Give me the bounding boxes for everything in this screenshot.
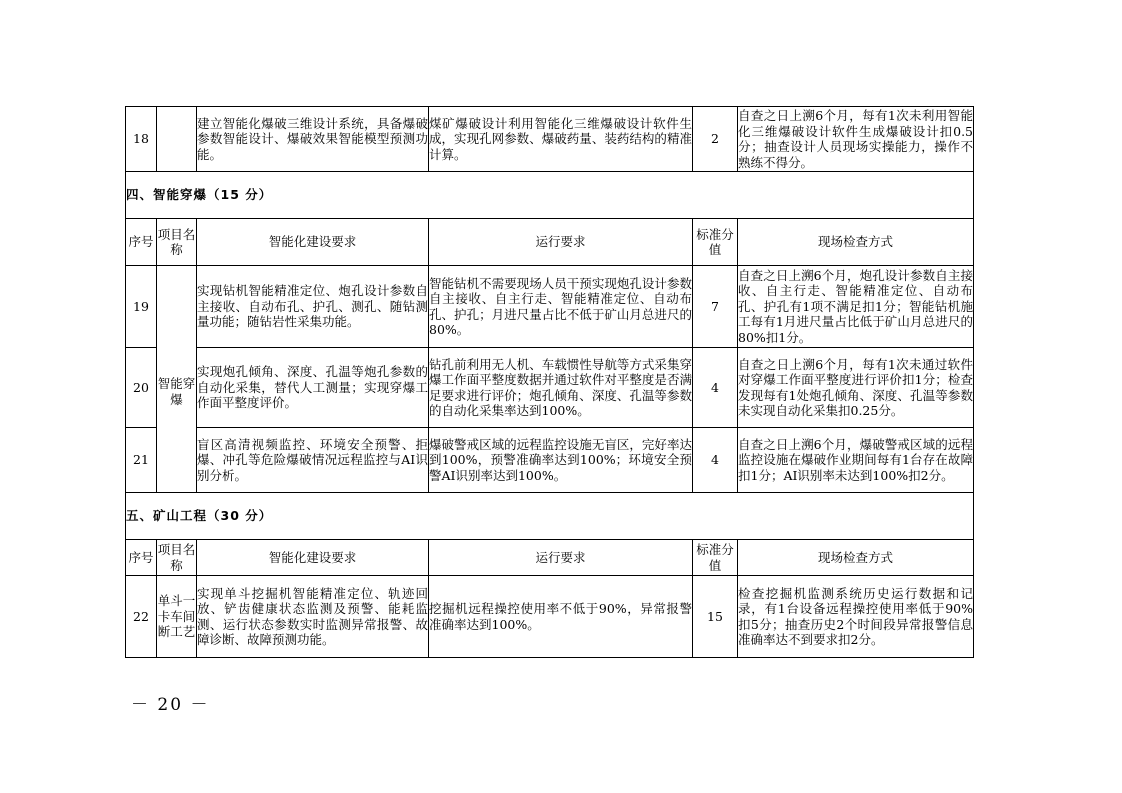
row-number: 22	[126, 576, 157, 658]
header-item: 项目名称	[157, 540, 197, 576]
requirement-cell: 实现钻机智能精准定位、炮孔设计参数自主接收、自动布孔、护孔、测孔、随钻测量功能；随钻岩性采集功能。	[197, 266, 429, 348]
item-name: 单斗一卡车间断工艺	[157, 576, 197, 658]
operation-cell: 智能钻机不需要现场人员干预实现炮孔设计参数自主接收、自主行走、智能精准定位、自动布孔、护孔；月进尺量占比不低于矿山月总进尺的80%。	[429, 266, 693, 348]
header-requirement: 智能化建设要求	[197, 219, 429, 266]
header-row	[126, 219, 974, 266]
requirement-cell: 建立智能化爆破三维设计系统，具备爆破参数智能设计、爆破效果智能模型预测功能。	[197, 107, 429, 172]
section-title-row	[126, 493, 974, 540]
requirement-cell: 实现炮孔倾角、深度、孔温等炮孔参数的自动化采集，替代人工测量；实现穿爆工作面平整度评价。	[197, 348, 429, 428]
score-cell: 4	[693, 348, 738, 428]
table-row	[126, 428, 974, 493]
score-cell: 4	[693, 428, 738, 493]
table-row	[126, 576, 974, 658]
inspection-cell: 自查之日上溯6个月，爆破警戒区域的远程监控设施在爆破作业期间每有1台存在故障扣1分；AI识别率未达到100%扣2分。	[738, 428, 974, 493]
item-name: 智能穿爆	[157, 266, 197, 493]
page-number: － 20 －	[131, 695, 210, 715]
table-row	[126, 266, 974, 348]
header-requirement: 智能化建设要求	[197, 540, 429, 576]
header-score: 标准分值	[693, 219, 738, 266]
score-cell: 2	[693, 107, 738, 172]
row-number: 18	[126, 107, 157, 172]
section-title-row	[126, 172, 974, 219]
header-inspection: 现场检查方式	[738, 219, 974, 266]
operation-cell: 爆破警戒区域的远程监控设施无盲区，完好率达到100%，预警准确率达到100%；环境安全预警AI识别率达到100%。	[429, 428, 693, 493]
header-operation: 运行要求	[429, 219, 693, 266]
section-title: 五、矿山工程（30 分）	[126, 493, 974, 540]
header-inspection: 现场检查方式	[738, 540, 974, 576]
item-name	[157, 107, 197, 172]
operation-cell: 钻孔前利用无人机、车载惯性导航等方式采集穿爆工作面平整度数据并通过软件对平整度是否满足要求进行评价；炮孔倾角、深度、孔温等参数的自动化采集率达到100%。	[429, 348, 693, 428]
row-number: 21	[126, 428, 157, 493]
inspection-cell: 检查挖掘机监测系统历史运行数据和记录，有1台设备远程操控使用率低于90%扣5分；抽查历史2个时间段异常报警信息准确率达不到要求扣2分。	[738, 576, 974, 658]
score-cell: 7	[693, 266, 738, 348]
row-number: 20	[126, 348, 157, 428]
header-operation: 运行要求	[429, 540, 693, 576]
header-no: 序号	[126, 219, 157, 266]
header-score: 标准分值	[693, 540, 738, 576]
operation-cell: 挖掘机远程操控使用率不低于90%，异常报警准确率达到100%。	[429, 576, 693, 658]
requirement-cell: 实现单斗挖掘机智能精准定位、轨迹回放、铲齿健康状态监测及预警、能耗监测、运行状态参数实时监测异常报警、故障诊断、故障预测功能。	[197, 576, 429, 658]
inspection-cell: 自查之日上溯6个月，炮孔设计参数自主接收、自主行走、智能精准定位、自动布孔、护孔有1项不满足扣1分；智能钻机施工每有1月进尺量占比低于矿山月总进尺的80%扣1分。	[738, 266, 974, 348]
requirement-cell: 盲区高清视频监控、环境安全预警、拒爆、冲孔等危险爆破情况远程监控与AI识别分析。	[197, 428, 429, 493]
operation-cell: 煤矿爆破设计利用智能化三维爆破设计软件生成，实现孔网参数、爆破药量、装药结构的精准计算。	[429, 107, 693, 172]
header-row	[126, 540, 974, 576]
section-title: 四、智能穿爆（15 分）	[126, 172, 974, 219]
assessment-table	[125, 106, 974, 658]
inspection-cell: 自查之日上溯6个月，每有1次未利用智能化三维爆破设计软件生成爆破设计扣0.5分；抽查设计人员现场实操能力，操作不熟练不得分。	[738, 108, 973, 170]
header-item: 项目名称	[157, 219, 197, 266]
header-no: 序号	[126, 540, 157, 576]
inspection-cell: 自查之日上溯6个月，每有1次未通过软件对穿爆工作面平整度进行评价扣1分；检查发现每有1处炮孔倾角、深度、孔温等参数未实现自动化采集扣0.25分。	[738, 348, 974, 428]
table-row	[126, 348, 974, 428]
score-cell: 15	[693, 576, 738, 658]
row-number: 19	[126, 266, 157, 348]
table-row	[126, 107, 974, 172]
